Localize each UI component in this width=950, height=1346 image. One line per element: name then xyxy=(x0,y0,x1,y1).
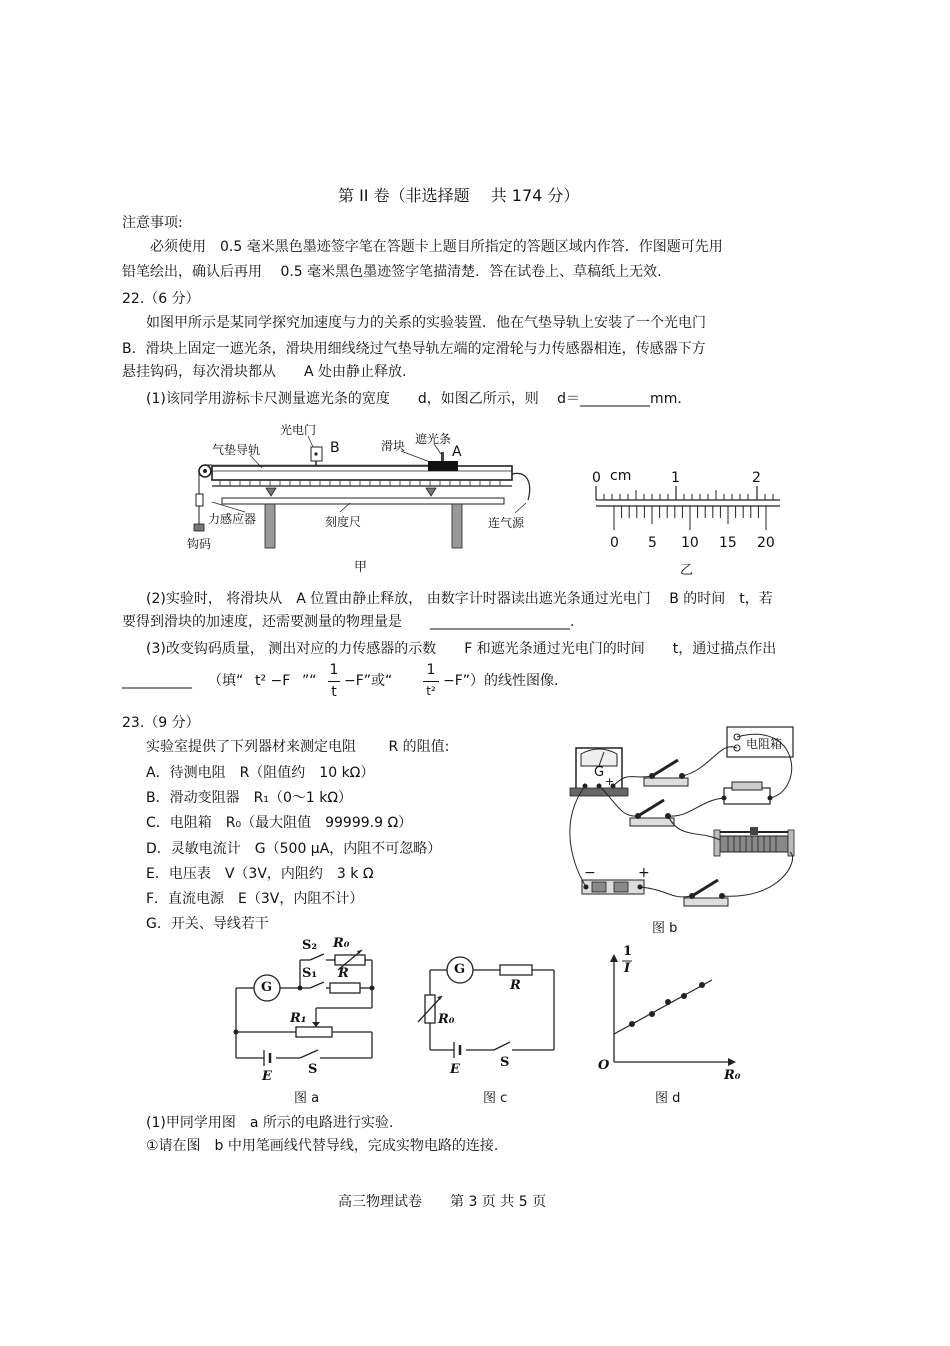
q22-quote-sep: ”“ xyxy=(302,673,317,689)
fig-d-xlabel: R₀ xyxy=(724,1068,741,1083)
data-point xyxy=(699,982,705,988)
label-battery-plus: + xyxy=(638,865,650,881)
q22-number: 22.（6 分） xyxy=(122,291,200,307)
data-point xyxy=(681,993,687,999)
fig-d-origin: O xyxy=(598,1058,610,1073)
vernier-10: 10 xyxy=(681,535,699,551)
caption-b: 图 b xyxy=(652,921,678,936)
fig-a-R0: R₀ xyxy=(333,936,350,951)
q22-sub2b: 要得到滑块的加速度，还需要测量的物理量是 ____________________. xyxy=(122,614,575,630)
label-galv-plus: + xyxy=(605,775,615,788)
q23-sub1: (1)甲同学用图 a 所示的电路进行实验. xyxy=(146,1115,394,1131)
fig-d-ylabel-den: I xyxy=(624,961,631,976)
q22-sub1: (1)该同学用游标卡尺测量遮光条的宽度 d，如图乙所示，则 d＝__________mm． xyxy=(146,391,692,407)
vernier-0: 0 xyxy=(610,535,619,551)
q22-sub3a: (3)改变钩码质量， 测出对应的力传感器的示数 F 和遮光条通过光电门的时间 t，通过描点作出 xyxy=(146,641,777,657)
caption-jia: 甲 xyxy=(354,560,368,575)
label-weight: 钩码 xyxy=(187,537,212,551)
q22-sub2a: (2)实验时， 将滑块从 A 位置由静止释放， 由数字计时器读出遮光条通过光电门 B 的时间 t，若 xyxy=(146,591,773,607)
q23-item-b: B．滑动变阻器 R₁（0～1 kΩ） xyxy=(146,790,353,806)
q22-para2: B．滑块上固定一遮光条，滑块用细线绕过气垫导轨左端的定滑轮与力传感器相连，传感器下方 xyxy=(122,341,706,357)
fig-c-R: R xyxy=(510,978,521,993)
fig-c-S: S xyxy=(500,1055,510,1070)
main-scale-unit: cm xyxy=(610,468,632,484)
caption-c: 图 c xyxy=(483,1091,508,1106)
frac1-den: t xyxy=(331,684,337,700)
frac2-num: 1 xyxy=(426,662,436,678)
label-A: A xyxy=(452,444,462,460)
q23-item-d: D．灵敏电流计 G（500 μA，内阻不可忽略） xyxy=(146,841,442,857)
label-force-sensor: 力感应器 xyxy=(208,512,257,526)
label-resbox: 电阻箱 xyxy=(746,737,783,751)
vernier-15: 15 xyxy=(719,535,737,551)
q22-para1: 如图甲所示是某同学探究加速度与力的关系的实验装置．他在气垫导轨上安装了一个光电门 xyxy=(146,315,706,331)
q22-sub3-blank: __________ xyxy=(122,673,192,689)
fig-a-S2: S₂ xyxy=(302,938,318,953)
fig-c-G: G xyxy=(454,962,466,977)
main-scale-2: 2 xyxy=(752,470,761,486)
fig-a-S1: S₁ xyxy=(302,966,318,981)
label-shade-strip: 遮光条 xyxy=(415,432,452,446)
vernier-5: 5 xyxy=(648,535,657,551)
q22-para3: 悬挂钩码，每次滑块都从 A 处由静止释放. xyxy=(122,364,407,380)
data-point xyxy=(629,1021,635,1027)
fig-a-S: S xyxy=(308,1062,318,1077)
q23-item-f: F．直流电源 E（3V，内阻不计） xyxy=(146,891,364,907)
page-footer: 高三物理试卷 第 3 页 共 5 页 xyxy=(338,1194,547,1210)
fig-a-E: E xyxy=(262,1069,272,1084)
fig-c-E: E xyxy=(450,1062,460,1077)
q22-sub3-fill: （填“ xyxy=(208,673,244,689)
vernier-20: 20 xyxy=(757,535,775,551)
frac1-num: 1 xyxy=(329,662,339,678)
main-scale-1: 1 xyxy=(671,470,680,486)
label-scale: 刻度尺 xyxy=(325,515,362,529)
q22-option-t2F: t² −F xyxy=(255,673,291,689)
notice-line2: 铅笔绘出，确认后再用 0.5 毫米黑色墨迹签字笔描清楚．答在试卷上、草稿纸上无效. xyxy=(122,264,662,280)
fig-a-R: R xyxy=(338,966,349,981)
data-point xyxy=(665,999,671,1005)
label-photogate: 光电门 xyxy=(280,423,317,437)
frac2-den: t² xyxy=(426,684,436,698)
caption-a: 图 a xyxy=(294,1091,320,1106)
q23-item-g: G．开关、导线若干 xyxy=(146,916,269,932)
caption-d: 图 d xyxy=(655,1091,681,1106)
fig-d-ylabel-num: 1 xyxy=(623,944,633,959)
label-G-device: G xyxy=(594,765,605,780)
q23-item-c: C．电阻箱 R₀（最大阻值 99999.9 Ω） xyxy=(146,815,413,831)
fig-a-G: G xyxy=(261,980,273,995)
label-battery-minus: − xyxy=(584,865,596,881)
label-air-track: 气垫导轨 xyxy=(212,443,261,457)
data-point xyxy=(649,1011,655,1017)
main-scale-0: 0 xyxy=(592,470,601,486)
section-title: 第 II 卷（非选择题 共 174 分） xyxy=(338,186,580,205)
label-air-source: 连气源 xyxy=(488,516,525,530)
notice-line1: 必须使用 0.5 毫米黑色墨迹签字笔在答题卡上题目所指定的答题区域内作答．作图题可先用 xyxy=(150,239,723,255)
caption-yi: 乙 xyxy=(680,563,694,578)
label-slider: 滑块 xyxy=(381,439,406,453)
q23-intro: 实验室提供了下列器材来测定电阻 R 的阻值: xyxy=(146,739,450,755)
q23-item-e: E．电压表 V（3V，内阻约 3 k Ω xyxy=(146,866,374,882)
q23-number: 23.（9 分） xyxy=(122,715,200,731)
fig-c-R0: R₀ xyxy=(438,1012,455,1027)
fit-line xyxy=(614,980,712,1034)
fig-a-R1: R₁ xyxy=(290,1011,307,1026)
q23-sub1a: ①请在图 b 中用笔画线代替导线，完成实物电路的连接. xyxy=(146,1138,499,1154)
q22-option3-tail: −F”）的线性图像. xyxy=(443,673,559,689)
q22-option2-tail: −F”或“ xyxy=(344,673,393,689)
notice-heading: 注意事项: xyxy=(122,215,183,231)
q23-item-a: A．待测电阻 R（阻值约 10 kΩ） xyxy=(146,765,375,781)
label-B: B xyxy=(330,440,340,456)
